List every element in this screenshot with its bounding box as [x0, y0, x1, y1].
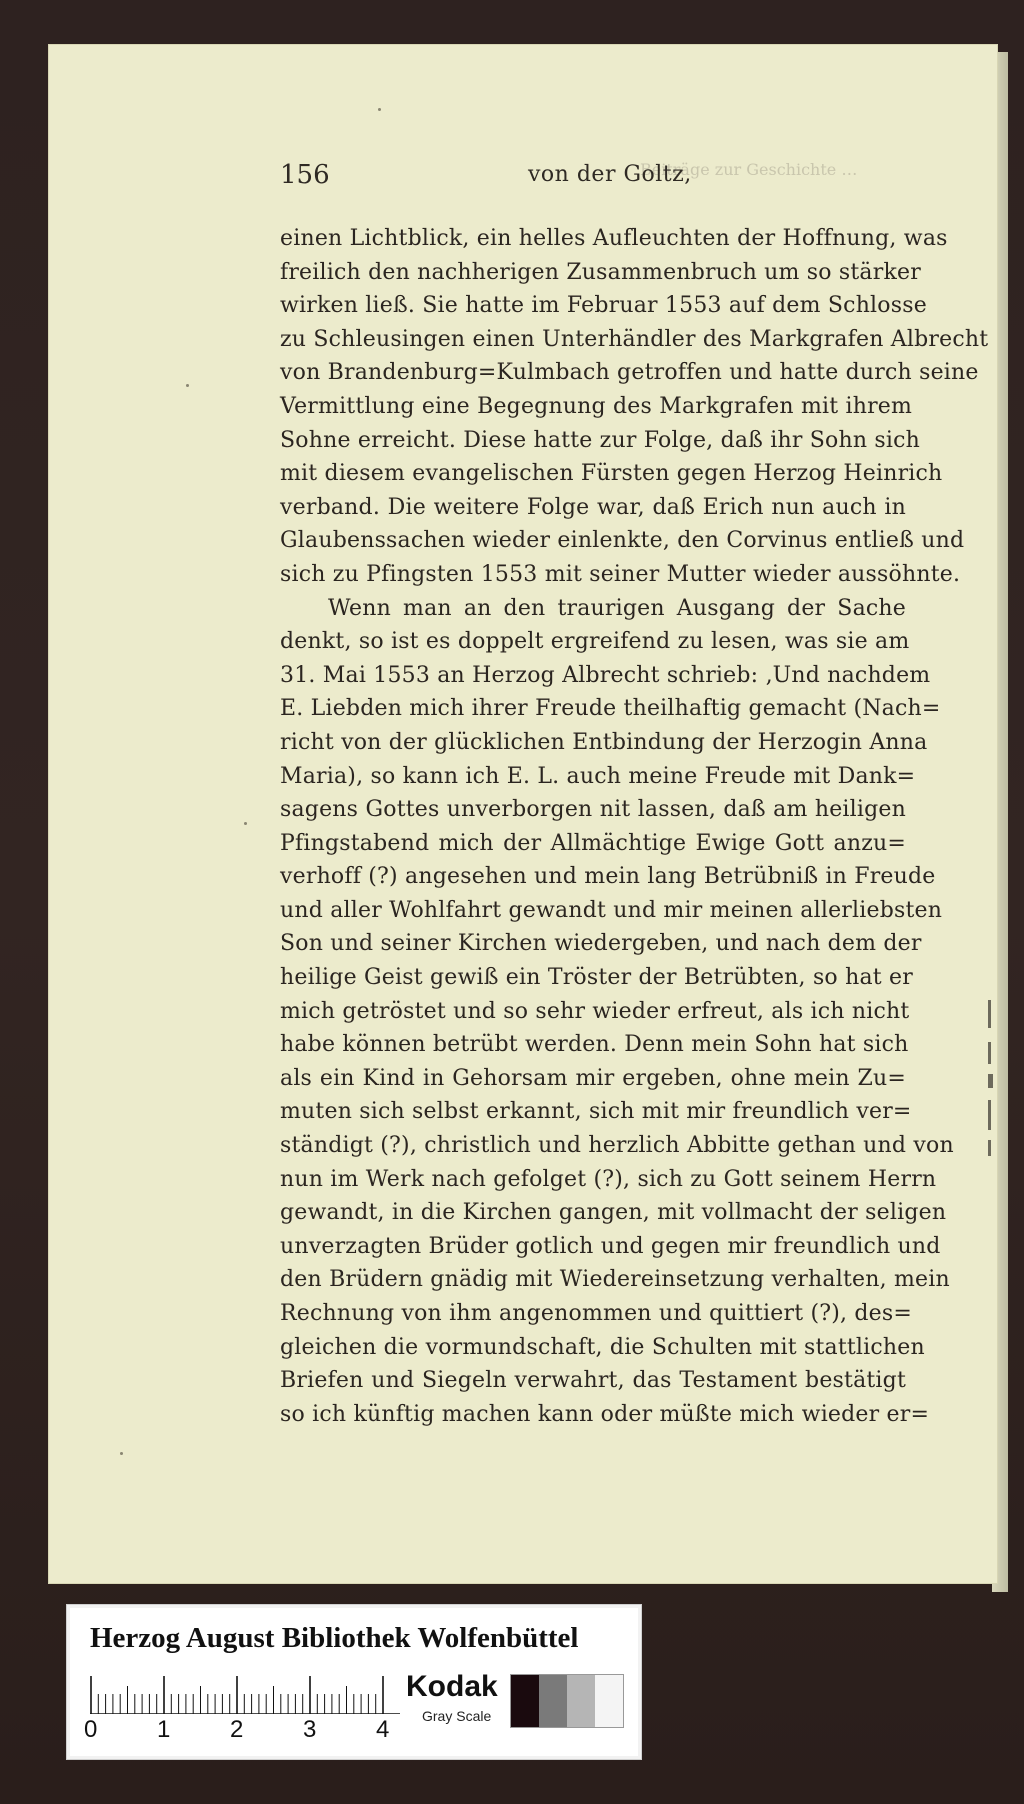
kodak-brand: Kodak: [406, 1670, 498, 1703]
text-line: Briefen und Siegeln verwahrt, das Testament bestätigt: [280, 1368, 906, 1394]
text-line: freilich den nachherigen Zusammenbruch um so stärker: [280, 259, 921, 285]
gray-scale-swatches: [510, 1674, 624, 1728]
margin-tick: [988, 1074, 993, 1088]
text-line: Vermittlung eine Begegnung des Markgrafen mit ihrem: [280, 393, 913, 419]
gray-scale-label: Gray Scale: [422, 1708, 492, 1724]
text-line: den Brüdern gnädig mit Wiedereinsetzung verhalten, mein: [280, 1267, 950, 1293]
stray-mark: [120, 1452, 123, 1455]
text-line: mit diesem evangelischen Fürsten gegen Herzog Heinrich: [280, 461, 943, 487]
swatch-dark-gray: [539, 1675, 567, 1727]
swatch-light-gray: [567, 1675, 595, 1727]
text-line: mich getröstet und so sehr wieder erfreut, als ich nicht: [280, 998, 910, 1024]
margin-marks: [988, 1000, 994, 1160]
text-line: Glaubenssachen wieder einlenkte, den Corvinus entließ und: [280, 528, 965, 554]
text-line: als ein Kind in Gehorsam mir ergeben, ohne mein Zu=: [280, 1065, 906, 1091]
text-line: wirken ließ. Sie hatte im Februar 1553 auf dem Schlosse: [280, 293, 927, 319]
text-line: und aller Wohlfahrt gewandt und mir meinen allerliebsten: [280, 897, 943, 923]
text-line: Son und seiner Kirchen wiedergeben, und nach dem der: [280, 931, 922, 957]
ruler-label: 2: [230, 1716, 244, 1743]
margin-tick: [988, 1100, 991, 1130]
text-line: zu Schleusingen einen Unterhändler des Markgrafen Albrecht: [280, 326, 989, 352]
ruler-labels: [84, 1716, 424, 1746]
text-line: nun im Werk nach gefolget (?), sich zu Gott seinem Herrn: [280, 1166, 937, 1192]
ruler-label: 0: [84, 1716, 98, 1743]
text-line: verhoff (?) angesehen und mein lang Betrübniß in Freude: [280, 864, 936, 890]
ruler-label: 1: [157, 1716, 171, 1743]
text-line: Wenn man an den traurigen Ausgang der Sache: [328, 595, 906, 621]
margin-tick: [988, 1140, 991, 1156]
swatch-black: [511, 1675, 539, 1727]
text-line: habe können betrübt werden. Denn mein Sohn hat sich: [280, 1032, 909, 1058]
stray-mark: [186, 384, 189, 387]
swatch-white: [595, 1675, 623, 1727]
text-line: 31. Mai 1553 an Herzog Albrecht schrieb: ‚Und nachdem: [280, 662, 931, 688]
text-line: unverzagten Brüder gotlich und gegen mir freundlich und: [280, 1233, 941, 1259]
scale-ruler: [90, 1674, 400, 1714]
text-line: von Brandenburg=Kulmbach getroffen und hatte durch seine: [280, 360, 979, 386]
text-line: gleichen die vormundschaft, die Schulten mit stattlichen: [280, 1334, 925, 1360]
text-line: Pfingstabend mich der Allmächtige Ewige Gott anzu=: [280, 830, 906, 856]
ruler-ticks: [91, 1676, 383, 1714]
text-line: muten sich selbst erkannt, sich mit mir freundlich ver=: [280, 1099, 912, 1125]
margin-tick: [988, 1000, 991, 1028]
bleed-through-text: Beiträge zur Geschichte …: [640, 160, 858, 179]
text-line: Maria), so kann ich E. L. auch meine Freude mit Dank=: [280, 763, 916, 789]
library-name: Herzog August Bibliothek Wolfenbüttel: [90, 1622, 579, 1654]
text-line: sagens Gottes unverborgen nit lassen, daß am heiligen: [280, 797, 906, 823]
library-label-card: [70, 1608, 638, 1756]
text-line: gewandt, in die Kirchen gangen, mit vollmacht der seligen: [280, 1200, 947, 1226]
stray-mark: [378, 108, 381, 111]
text-line: so ich künftig machen kann oder müßte mich wieder er=: [280, 1401, 930, 1427]
text-line: ständigt (?), christlich und herzlich Abbitte gethan und von: [280, 1133, 954, 1159]
page-number: 156: [280, 160, 330, 190]
text-line: verband. Die weitere Folge war, daß Erich nun auch in: [280, 494, 906, 520]
text-line: richt von der glücklichen Entbindung der Herzogin Anna: [280, 729, 928, 755]
ruler-label: 3: [303, 1716, 317, 1743]
text-line: Sohne erreicht. Diese hatte zur Folge, daß ihr Sohn sich: [280, 427, 921, 453]
text-line: sich zu Pfingsten 1553 mit seiner Mutter wieder aussöhnte.: [280, 561, 961, 587]
ruler-label: 4: [376, 1716, 390, 1743]
text-line: heilige Geist gewiß ein Tröster der Betrübten, so hat er: [280, 965, 913, 991]
text-line: denkt, so ist es doppelt ergreifend zu lesen, was sie am: [280, 629, 910, 655]
running-title: von der Goltz,: [528, 162, 692, 187]
margin-tick: [988, 1042, 991, 1064]
running-head: [280, 160, 880, 196]
body-text: [280, 222, 989, 1431]
text-line: einen Lichtblick, ein helles Aufleuchten der Hoffnung, was: [280, 226, 948, 251]
text-line: Rechnung von ihm angenommen und quittiert (?), des=: [280, 1301, 913, 1326]
stray-mark: [244, 822, 247, 825]
text-line: E. Liebden mich ihrer Freude theilhaftig gemacht (Nach=: [280, 696, 941, 722]
